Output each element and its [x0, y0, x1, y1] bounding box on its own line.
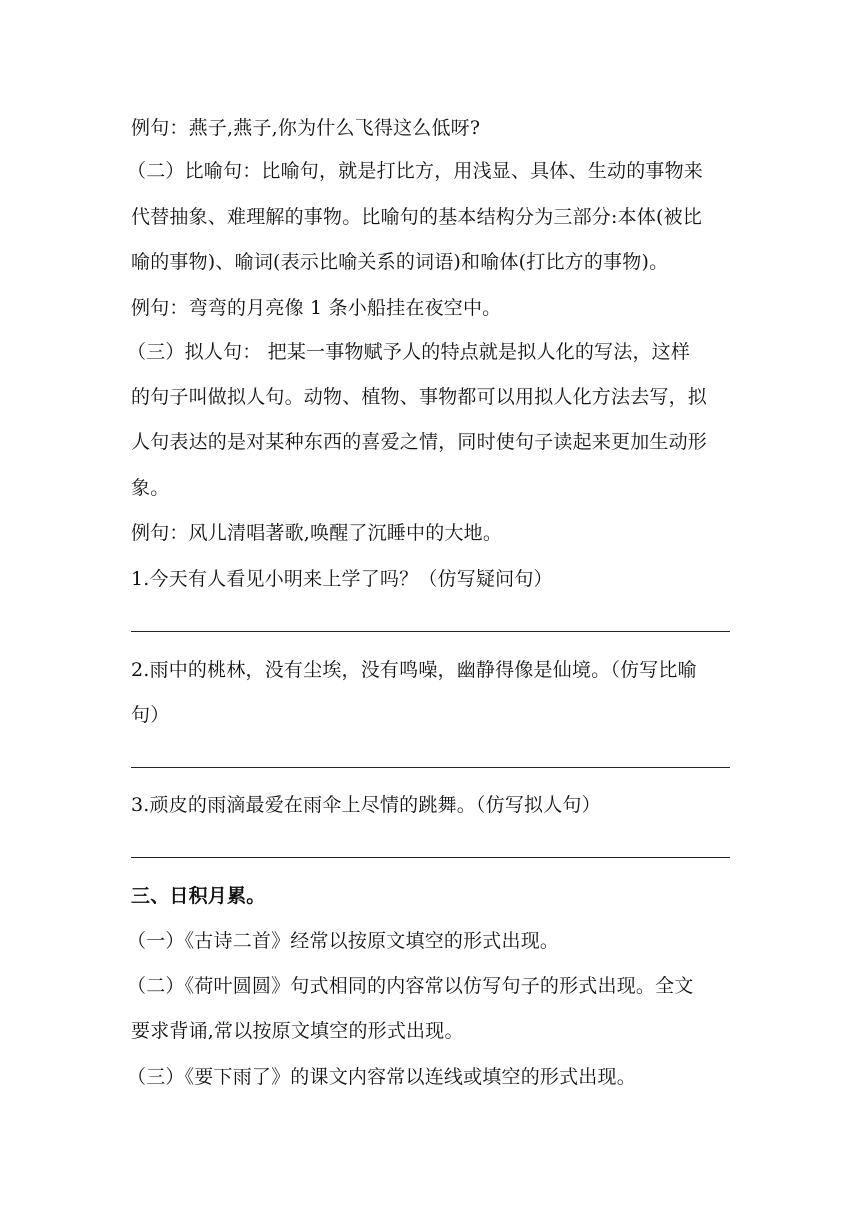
personification-definition-line-3: 人句表达的是对某种东西的喜爱之情，同时使句子读起来更加生动形 [131, 431, 708, 453]
example-sentence-personification: 例句：风儿清唱著歌,唤醒了沉睡中的大地。 [131, 522, 503, 544]
simile-definition-line-1: （二）比喻句：比喻句，就是打比方，用浅显、具体、生动的事物来 [127, 160, 704, 182]
answer-line-1[interactable] [131, 631, 730, 632]
simile-definition-line-2: 代替抽象、难理解的事物。比喻句的基本结构分为三部分:本体(被比 [131, 206, 703, 228]
exercise-question-2-line-2: 句） [131, 704, 170, 726]
answer-line-2[interactable] [131, 767, 730, 768]
exercise-question-3: 3.顽皮的雨滴最爱在雨伞上尽情的跳舞。（仿写拟人句） [131, 794, 601, 816]
exercise-question-1: 1.今天有人看见小明来上学了吗？（仿写疑问句） [131, 568, 553, 590]
accumulation-item-1: （一）《古诗二首》经常以按原文填空的形式出现。 [127, 930, 560, 952]
accumulation-item-2-line-1: （二）《荷叶圆圆》句式相同的内容常以仿写句子的形式出现。全文 [127, 975, 694, 997]
personification-definition-line-4: 象。 [131, 477, 170, 499]
example-sentence-simile: 例句：弯弯的月亮像 1 条小船挂在夜空中。 [131, 297, 502, 319]
simile-definition-line-3: 喻的事物)、喻词(表示比喻关系的词语)和喻体(打比方的事物)。 [131, 251, 669, 273]
accumulation-item-3: （三）《要下雨了》的课文内容常以连线或填空的形式出现。 [127, 1066, 636, 1088]
answer-line-3[interactable] [131, 857, 730, 858]
accumulation-item-2-line-2: 要求背诵,常以按原文填空的形式出现。 [131, 1020, 464, 1042]
example-sentence-question: 例句：燕子,燕子,你为什么飞得这么低呀? [131, 117, 481, 139]
personification-definition-line-2: 的句子叫做拟人句。动物、植物、事物都可以用拟人化方法去写，拟 [131, 386, 708, 408]
section-heading: 三、日积月累。 [131, 885, 266, 907]
personification-definition-line-1: （三）拟人句： 把某一事物赋予人的特点就是拟人化的写法，这样 [127, 341, 691, 363]
exercise-question-2-line-1: 2.雨中的桃林，没有尘埃，没有鸣噪，幽静得像是仙境。（仿写比喻 [131, 659, 697, 681]
